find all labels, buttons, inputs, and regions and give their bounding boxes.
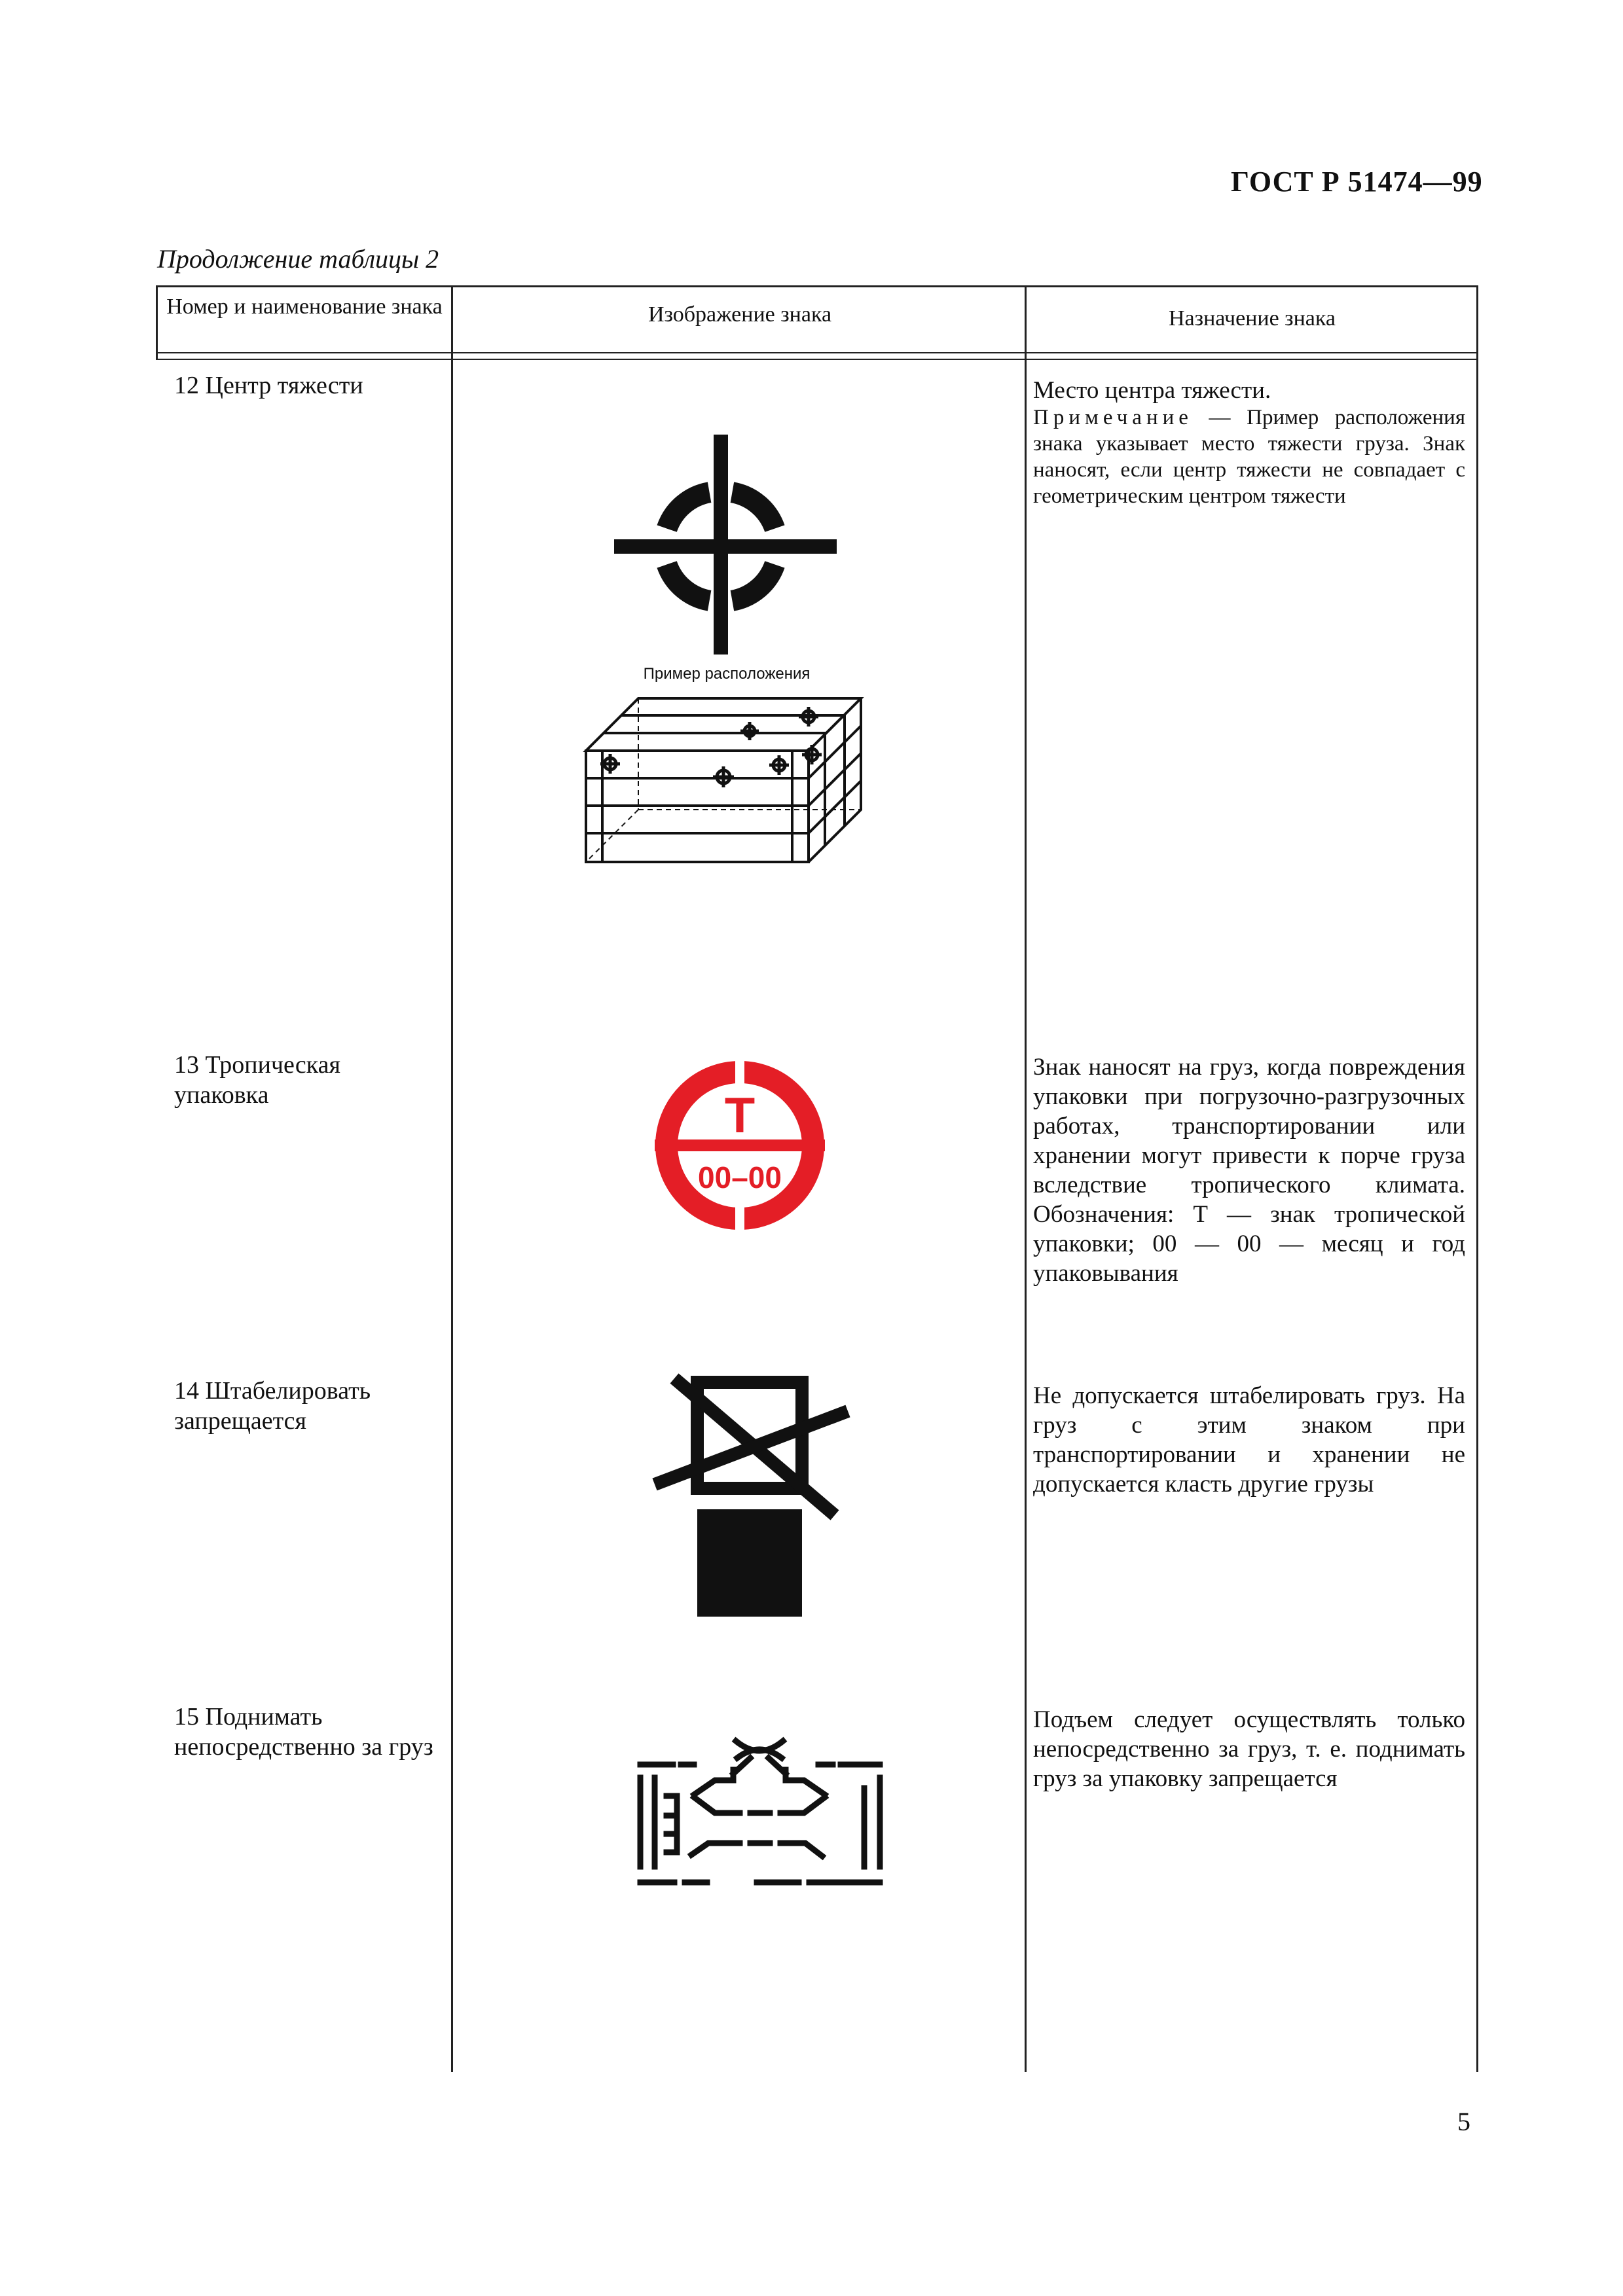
row-14-name: 14 Штабелировать запрещается: [174, 1377, 371, 1435]
page-number: 5: [1457, 2107, 1470, 2136]
header-image: Изображение знака: [647, 302, 832, 327]
note-text: — Пример расположения знака указывает место тяжести груза. Знак наносят, если центр тяжести не совпадает с геометрическим центром тяжести: [1033, 406, 1465, 508]
row-15-name: 15 Поднимать непосредственно за груз: [174, 1703, 433, 1761]
row-15-purpose: Подъем следует осуществлять только непосредственно за груз, т. е. поднимать груз за упаковку запрещается: [1033, 1706, 1465, 1792]
tropical-sign-letter: Т: [724, 1088, 756, 1143]
row-13-purpose: Знак наносят на груз, когда повреждения упаковки при погрузочно-разгрузочных работах, транспортировании или хранении могут привести к порче груза вследствие тропического климата. Обозначения: Т — знак тропической упаковки; 00 — 00 — месяц и год упаковывания: [1033, 1054, 1465, 1287]
document-code: ГОСТ Р 51474—99: [1231, 166, 1483, 198]
row-12-note: [1033, 404, 1465, 509]
table-caption: Продолжение таблицы 2: [157, 244, 439, 274]
example-label: Пример расположения: [643, 665, 811, 683]
lift-by-load-icon: [629, 1715, 890, 1898]
crate-example-icon: [579, 691, 867, 867]
row-13-name: 13 Тропическая упаковка: [174, 1051, 340, 1109]
header-number-and-name: Номер и наименование знака: [166, 295, 443, 319]
row-14-purpose: Не допускается штабелировать груз. На груз с этим знаком при транспортировании и хранении не допускается класть другие грузы: [1033, 1382, 1465, 1498]
tropical-packaging-icon: [648, 1054, 831, 1237]
tropical-sign-code: 00–00: [698, 1160, 782, 1194]
no-stacking-icon: [648, 1368, 858, 1630]
center-of-gravity-icon: [602, 432, 851, 661]
row-12-name: 12 Центр тяжести: [174, 372, 363, 399]
row-12-purpose: Место центра тяжести.: [1033, 377, 1271, 404]
note-label: Примечание: [1033, 406, 1193, 429]
header-purpose: Назначение знака: [1169, 306, 1336, 331]
